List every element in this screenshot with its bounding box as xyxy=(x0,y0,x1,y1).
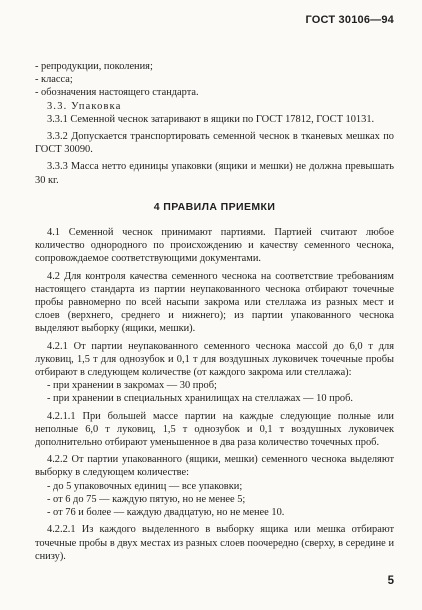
marking-list-item: - репродукции, поколения; xyxy=(35,61,153,72)
list-item: - до 5 упаковочных единиц — все упаковки; xyxy=(47,480,243,492)
paragraph-4-2-1-1: 4.2.1.1 При большей массе партии на каждые следующие полные или неполные 6,0 т луковиц, 1,5 т однозубок и 0,1 т воздушных луковичек дополнительно отбирают уменьшенное в два раза количество точечных проб. xyxy=(35,410,394,449)
document-body xyxy=(35,60,394,563)
section-title: 4 ПРАВИЛА ПРИЕМКИ xyxy=(153,200,276,213)
paragraph-3-3-3: 3.3.3 Масса нетто единицы упаковки (ящики и мешки) не должна превышать 30 кг. xyxy=(35,161,394,186)
list-item: - при хранении в специальных хранилищах на стеллажах — 10 проб. xyxy=(47,393,353,405)
list-item: - при хранении в закромах — 30 проб; xyxy=(47,380,217,392)
paragraph-4-2-2-1: 4.2.2.1 Из каждого выделенного в выборку ящика или мешка отбирают точечные пробы в двух местах из разных слоев поочередно (сверху, в середине и снизу). xyxy=(35,524,394,562)
paragraph-4-2-1: 4.2.1 От партии неупакованного семенного чеснока массой до 6,0 т для луковиц, 1,5 т для однозубок и 0,1 т для воздушных луковичек точечные пробы отбирают в следующем количестве (от каждого закрома или стеллажа): xyxy=(35,340,394,379)
marking-list-item: - класса; xyxy=(35,74,73,86)
paragraph-3-3-2: 3.3.2 Допускается транспортировать семенной чеснок в тканевых мешках по ГОСТ 30090. xyxy=(35,131,394,156)
paragraph-4-2: 4.2 Для контроля качества семенного чеснока на соответствие требованиям настоящего стандарта из партии неупакованного чеснока отбирают точечные пробы равномерно по всей насыпи закрома или стеллажа из разных мест и слоев (верхнего, среднего и нижнего); из партии упакованного чеснока выделяют выборку (ящики, мешки). xyxy=(35,270,394,335)
paragraph-4-1: 4.1 Семенной чеснок принимают партиями. Партией считают любое количество однородного по происхождению и качеству семенного чеснока, сопровождаемое соответствующими документами. xyxy=(35,227,394,265)
standard-header: ГОСТ 30106—94 xyxy=(305,14,394,26)
paragraph-3-3-1: 3.3.1 Семенной чеснок затаривают в ящики по ГОСТ 17812, ГОСТ 10131. xyxy=(47,113,375,125)
marking-list-item: - обозначения настоящего стандарта. xyxy=(35,87,199,99)
paragraph-4-2-2: 4.2.2 От партии упакованного (ящики, мешки) семенного чеснока выделяют выборку в следующем количестве: xyxy=(35,454,394,479)
list-item: - от 6 до 75 — каждую пятую, но не менее 5; xyxy=(47,493,246,505)
page-number: 5 xyxy=(387,575,394,587)
list-item: - от 76 и более — каждую двадцатую, но не менее 10. xyxy=(47,507,285,519)
packaging-heading: 3.3. Упаковка xyxy=(47,100,122,112)
